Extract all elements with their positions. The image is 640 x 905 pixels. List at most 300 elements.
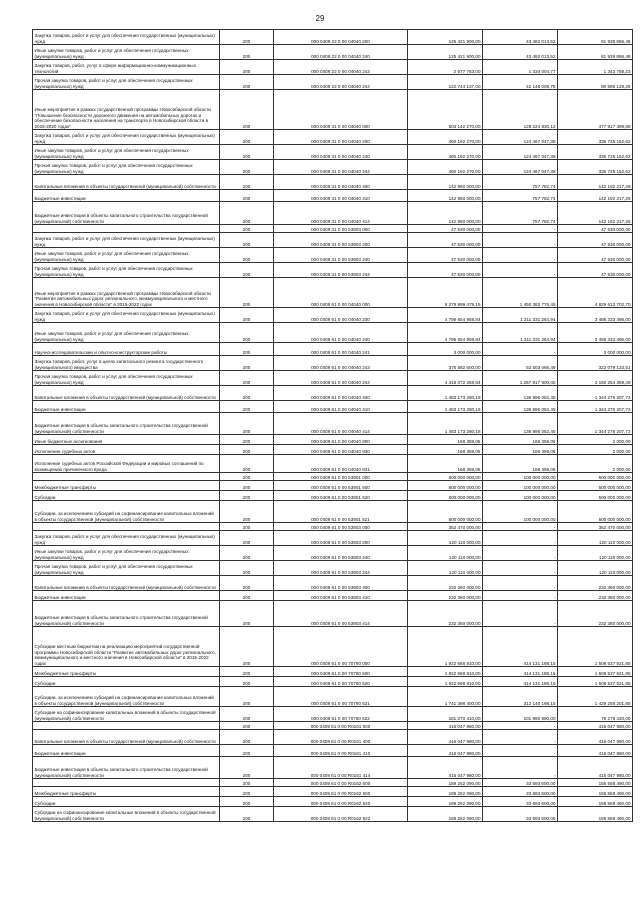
row-classification-code-cell: 000 0409 61 0 00 70760 520 (274, 677, 408, 687)
row-name-cell: Прочая закупка товаров, работ и услуг для обеспечения государственных (муниципальных) нужд (33, 263, 220, 278)
row-remaining-amount-cell: 3 000 000,00 (558, 343, 633, 356)
row-executed-amount-cell: - (483, 263, 558, 278)
row-approved-amount-cell: 460 192 270,00 (408, 160, 483, 175)
row-line-code-cell: 200 (220, 202, 274, 225)
row-name-cell: Прочая закупка товаров, работ и услуг для обеспечения государственных (муниципальных) нужд (33, 371, 220, 386)
row-approved-amount-cell: 232 360 000,00 (408, 591, 483, 601)
row-classification-code-cell: 000 0409 61 0 00 R0161 000 (274, 722, 408, 730)
row-approved-amount-cell: 416 047 980,00 (408, 757, 483, 779)
table-row (33, 30, 633, 45)
row-approved-amount-cell: 600 000 000,00 (408, 501, 483, 523)
row-remaining-amount-cell: 232 360 000,00 (558, 576, 633, 591)
row-classification-code-cell: 000 0409 61 0 00 70760 500 (274, 667, 408, 677)
row-classification-code-cell: 000 0409 61 0 00 04040 200 (274, 308, 408, 323)
row-executed-amount-cell: - (483, 225, 558, 233)
table-row (33, 745, 633, 757)
table-row (33, 481, 633, 491)
table-row (33, 75, 633, 90)
row-classification-code-cell: 000 0409 61 0 00 04040 240 (274, 323, 408, 343)
row-executed-amount-cell: 1 450 382 776,45 (483, 278, 558, 308)
row-executed-amount-cell: - (483, 730, 558, 745)
row-classification-code-cell: 000 0409 61 0 00 R0161 410 (274, 745, 408, 757)
table-row (33, 523, 633, 531)
row-line-code-cell: 200 (220, 473, 274, 481)
row-approved-amount-cell: 4 796 654 959,84 (408, 308, 483, 323)
row-line-code-cell: 200 (220, 722, 274, 730)
page-number: 29 (315, 14, 325, 23)
row-executed-amount-cell: 100 000 000,00 (483, 473, 558, 481)
row-executed-amount-cell: 53 503 466,49 (483, 356, 558, 371)
row-line-code-cell: 200 (220, 797, 274, 807)
table-row (33, 202, 633, 225)
row-remaining-amount-cell: 232 360 000,00 (558, 601, 633, 627)
row-name-cell: Иные закупки товаров, работ и услуг для обеспечения государственных (муниципальных) нужд (33, 45, 220, 60)
row-line-code-cell: 200 (220, 523, 274, 531)
row-approved-amount-cell: 122 744 137,00 (408, 75, 483, 90)
row-classification-code-cell: 000 0409 61 0 00 53901 500 (274, 481, 408, 491)
row-line-code-cell: 200 (220, 779, 274, 787)
row-remaining-amount-cell: 416 047 980,00 (558, 745, 633, 757)
row-executed-amount-cell: 33 693 600,00 (483, 787, 558, 797)
row-executed-amount-cell: - (483, 523, 558, 531)
row-classification-code-cell: 000 0409 22 0 00 04040 240 (274, 45, 408, 60)
row-approved-amount-cell: 189 252 090,00 (408, 787, 483, 797)
row-executed-amount-cell: 100 000 000,00 (483, 501, 558, 523)
row-remaining-amount-cell: 3 160 254 359,49 (558, 371, 633, 386)
table-row (33, 45, 633, 60)
row-line-code-cell: 200 (220, 225, 274, 233)
row-executed-amount-cell: - (483, 248, 558, 263)
table-row (33, 356, 633, 371)
row-executed-amount-cell: 166 359,06 (483, 455, 558, 473)
table-row (33, 501, 633, 523)
row-executed-amount-cell: 100 000 000,00 (483, 481, 558, 491)
row-line-code-cell: 200 (220, 435, 274, 445)
row-name-cell: Бюджетные инвестиции (33, 401, 220, 413)
row-remaining-amount-cell: 142 192 217,26 (558, 190, 633, 202)
row-line-code-cell: 200 (220, 745, 274, 757)
row-name-cell: Иные закупки товаров, работ и услуг для обеспечения государственных (муниципальных) нужд (33, 248, 220, 263)
row-approved-amount-cell: 352 470 000,00 (408, 523, 483, 531)
row-approved-amount-cell: 189 252 090,00 (408, 779, 483, 787)
row-executed-amount-cell: - (483, 343, 558, 356)
table-row (33, 386, 633, 401)
row-executed-amount-cell: 43 482 013,52 (483, 30, 558, 45)
row-remaining-amount-cell: 155 558 490,00 (558, 807, 633, 822)
row-executed-amount-cell: 757 782,74 (483, 175, 558, 190)
table-row (33, 473, 633, 481)
row-remaining-amount-cell: 500 000 000,00 (558, 501, 633, 523)
row-classification-code-cell: 000 0409 61 0 00 04040 410 (274, 401, 408, 413)
row-classification-code-cell: 000 0409 61 0 00 R0162 520 (274, 797, 408, 807)
row-name-cell: Бюджетные инвестиции (33, 591, 220, 601)
row-approved-amount-cell: 47 530 000,00 (408, 263, 483, 278)
row-remaining-amount-cell: 1 344 276 207,73 (558, 413, 633, 435)
row-classification-code-cell: 000 0409 61 0 00 70760 521 (274, 687, 408, 707)
row-remaining-amount-cell: 47 530 000,00 (558, 263, 633, 278)
row-classification-code-cell: 000 0409 61 0 00 04040 831 (274, 455, 408, 473)
table-row (33, 591, 633, 601)
row-executed-amount-cell: 166 359,06 (483, 445, 558, 455)
row-name-cell: Закупка товаров, работ и услуг для обеспечения государственных (муниципальных) нужд (33, 30, 220, 45)
row-classification-code-cell: 000 0409 61 0 00 53903 244 (274, 561, 408, 576)
row-executed-amount-cell: - (483, 591, 558, 601)
row-approved-amount-cell: 416 047 980,00 (408, 745, 483, 757)
row-name-cell: Закупка товаров, работ и услуг для обеспечения государственных (муниципальных) нужд (33, 308, 220, 323)
row-approved-amount-cell: 375 582 600,00 (408, 356, 483, 371)
row-remaining-amount-cell: 155 558 490,00 (558, 787, 633, 797)
row-remaining-amount-cell: 335 725 152,62 (558, 160, 633, 175)
table-row (33, 601, 633, 627)
row-name-cell: Закупка товаров, работ и услуг для обеспечения государственных (муниципальных) нужд (33, 130, 220, 145)
row-approved-amount-cell: 47 530 000,00 (408, 248, 483, 263)
row-classification-code-cell: 000 0409 31 0 00 04040 410 (274, 190, 408, 202)
row-name-cell: Субсидии на софинансирование капитальных вложений в объекты государственной (муниципальной) собственности (33, 807, 220, 822)
row-name-cell: Субсидии на софинансирование капитальных вложений в объекты государственной (муниципальной) собственности (33, 707, 220, 722)
row-remaining-amount-cell: 120 110 000,00 (558, 561, 633, 576)
row-classification-code-cell: 000 0409 61 0 00 70760 522 (274, 707, 408, 722)
row-approved-amount-cell: 125 421 900,00 (408, 45, 483, 60)
row-classification-code-cell: 000 0409 31 0 00 04040 240 (274, 145, 408, 160)
row-executed-amount-cell: 1 334 004,77 (483, 60, 558, 75)
row-remaining-amount-cell: 142 192 217,26 (558, 175, 633, 190)
row-line-code-cell: 200 (220, 591, 274, 601)
row-approved-amount-cell: 47 530 000,00 (408, 233, 483, 248)
row-approved-amount-cell: 600 000 000,00 (408, 473, 483, 481)
row-name-cell (33, 722, 220, 730)
row-classification-code-cell: 000 0409 61 0 00 04040 244 (274, 371, 408, 386)
row-line-code-cell: 200 (220, 130, 274, 145)
table-row (33, 677, 633, 687)
row-approved-amount-cell: 1 483 173 280,18 (408, 386, 483, 401)
row-name-cell: Субсидии (33, 491, 220, 501)
row-approved-amount-cell: 168 359,06 (408, 445, 483, 455)
row-remaining-amount-cell: 416 047 980,00 (558, 722, 633, 730)
row-line-code-cell: 200 (220, 371, 274, 386)
row-approved-amount-cell: 142 950 000,00 (408, 190, 483, 202)
row-classification-code-cell: 000 0409 61 0 00 04040 800 (274, 435, 408, 445)
row-line-code-cell: 200 (220, 401, 274, 413)
row-approved-amount-cell: 460 192 270,00 (408, 145, 483, 160)
row-executed-amount-cell: 1 311 331 264,94 (483, 323, 558, 343)
row-executed-amount-cell: 33 693 600,00 (483, 797, 558, 807)
row-remaining-amount-cell: 155 558 490,00 (558, 797, 633, 807)
row-classification-code-cell: 000 0409 31 0 00 53903 244 (274, 263, 408, 278)
table-row (33, 576, 633, 591)
row-name-cell: Иные закупки товаров, работ и услуг для обеспечения государственных (муниципальных) нужд (33, 145, 220, 160)
row-executed-amount-cell: 124 467 047,38 (483, 160, 558, 175)
table-row (33, 435, 633, 445)
row-classification-code-cell: 000 0409 61 0 00 04040 830 (274, 445, 408, 455)
row-remaining-amount-cell: 500 000 000,00 (558, 473, 633, 481)
row-executed-amount-cell: 138 896 052,45 (483, 413, 558, 435)
row-classification-code-cell: 000 0409 61 0 00 53901 000 (274, 473, 408, 481)
row-line-code-cell: 200 (220, 278, 274, 308)
row-line-code-cell: 200 (220, 501, 274, 523)
row-approved-amount-cell: 600 000 000,00 (408, 491, 483, 501)
row-classification-code-cell: 000 0409 22 0 00 04040 200 (274, 30, 408, 45)
row-approved-amount-cell: 2 677 763,00 (408, 60, 483, 75)
row-approved-amount-cell: 1 483 173 280,18 (408, 413, 483, 435)
row-remaining-amount-cell: 1 344 276 207,73 (558, 386, 633, 401)
row-line-code-cell: 200 (220, 356, 274, 371)
table-row (33, 130, 633, 145)
row-executed-amount-cell: 43 482 013,52 (483, 45, 558, 60)
table-row (33, 779, 633, 787)
row-approved-amount-cell: 503 142 270,00 (408, 90, 483, 130)
row-name-cell: Субсидии, за исключением субсидий на софинансирование капитальных вложений в объекты государственной (муниципальной) собственности (33, 501, 220, 523)
row-executed-amount-cell: 100 000 000,00 (483, 491, 558, 501)
row-classification-code-cell: 000 0409 61 0 00 04040 241 (274, 343, 408, 356)
table-row (33, 797, 633, 807)
row-executed-amount-cell: 42 148 008,75 (483, 75, 558, 90)
row-remaining-amount-cell: 81 939 886,48 (558, 45, 633, 60)
table-row (33, 371, 633, 386)
row-line-code-cell: 200 (220, 323, 274, 343)
row-name-cell: Бюджетные инвестиции в объекты капитального строительства государственной (муниципальной) собственности (33, 413, 220, 435)
table-row (33, 413, 633, 435)
row-name-cell: Закупка товаров, работ и услуг для обеспечения государственных (муниципальных) нужд (33, 531, 220, 546)
row-remaining-amount-cell: 120 110 000,00 (558, 546, 633, 561)
row-approved-amount-cell: 181 270 410,00 (408, 707, 483, 722)
table-row (33, 248, 633, 263)
table-row (33, 308, 633, 323)
row-name-cell: Капитальные вложения в объекты государственной (муниципальной) собственности (33, 576, 220, 591)
row-line-code-cell: 200 (220, 160, 274, 175)
table-row (33, 233, 633, 248)
row-name-cell: Бюджетные инвестиции в объекты капитального строительства государственной (муниципальной) собственности (33, 202, 220, 225)
row-approved-amount-cell: 120 110 000,00 (408, 531, 483, 546)
table-row (33, 175, 633, 190)
row-line-code-cell: 200 (220, 730, 274, 745)
row-remaining-amount-cell: 47 530 000,00 (558, 225, 633, 233)
row-approved-amount-cell: 168 359,06 (408, 435, 483, 445)
row-remaining-amount-cell: 3 485 333 495,00 (558, 308, 633, 323)
table-row (33, 401, 633, 413)
row-executed-amount-cell: - (483, 745, 558, 757)
row-executed-amount-cell: - (483, 561, 558, 576)
row-line-code-cell: 200 (220, 561, 274, 576)
row-line-code-cell: 200 (220, 687, 274, 707)
row-classification-code-cell: 000 0409 31 0 00 04040 200 (274, 130, 408, 145)
row-line-code-cell: 200 (220, 75, 274, 90)
row-classification-code-cell: 000 0409 31 0 00 04040 400 (274, 175, 408, 190)
row-name-cell: Межбюджетные трансферты (33, 667, 220, 677)
row-classification-code-cell: 000 0409 61 0 00 R0162 500 (274, 787, 408, 797)
row-line-code-cell: 200 (220, 190, 274, 202)
row-name-cell: Бюджетные инвестиции (33, 745, 220, 757)
row-executed-amount-cell: 757 782,74 (483, 190, 558, 202)
table-row (33, 807, 633, 822)
row-approved-amount-cell: 416 047 980,00 (408, 722, 483, 730)
row-classification-code-cell: 000 0409 31 0 00 04040 244 (274, 160, 408, 175)
row-executed-amount-cell: 312 140 198,15 (483, 687, 558, 707)
table-row (33, 90, 633, 130)
row-classification-code-cell: 000 0409 61 0 00 04040 400 (274, 386, 408, 401)
row-line-code-cell: 200 (220, 233, 274, 248)
row-approved-amount-cell: 142 950 000,00 (408, 202, 483, 225)
row-classification-code-cell: 000 0409 61 0 00 53903 410 (274, 591, 408, 601)
row-name-cell: Прочая закупка товаров, работ и услуг для обеспечения государственных (муниципальных) нужд (33, 160, 220, 175)
row-approved-amount-cell: 6 279 999 479,15 (408, 278, 483, 308)
row-executed-amount-cell: - (483, 531, 558, 546)
row-classification-code-cell: 000 0409 31 0 00 53903 240 (274, 248, 408, 263)
row-name-cell: Научно-исследовательские и опытно-конструкторские работы (33, 343, 220, 356)
table-row (33, 343, 633, 356)
row-line-code-cell: 200 (220, 627, 274, 667)
row-name-cell: Исполнение судебных актов (33, 445, 220, 455)
row-line-code-cell: 200 (220, 386, 274, 401)
row-name-cell: Закупка товаров, работ и услуг для обеспечения государственных (муниципальных) нужд (33, 233, 220, 248)
row-line-code-cell: 200 (220, 308, 274, 323)
row-line-code-cell: 200 (220, 445, 274, 455)
row-classification-code-cell: 000 0409 61 0 00 53903 240 (274, 546, 408, 561)
row-executed-amount-cell: 1 257 817 900,45 (483, 371, 558, 386)
table-row (33, 561, 633, 576)
row-executed-amount-cell: 1 311 331 264,94 (483, 308, 558, 323)
row-line-code-cell: 200 (220, 60, 274, 75)
row-line-code-cell: 200 (220, 343, 274, 356)
row-remaining-amount-cell: 120 110 000,00 (558, 531, 633, 546)
row-line-code-cell: 200 (220, 491, 274, 501)
row-remaining-amount-cell: 1 508 537 621,85 (558, 677, 633, 687)
row-name-cell: Субсидии (33, 797, 220, 807)
table-row (33, 445, 633, 455)
row-remaining-amount-cell: 80 596 128,25 (558, 75, 633, 90)
row-classification-code-cell: 000 0409 61 0 00 R0161 414 (274, 757, 408, 779)
row-remaining-amount-cell: 232 360 000,00 (558, 591, 633, 601)
budget-table-body (33, 30, 633, 822)
row-name-cell: Субсидии местным бюджетам на реализацию мероприятий государственной программы Новосибирской области "Развитие автомобильных дорог регионального, межмуниципального и местного значения в Новосибирской области" в 2015-2022 годах (33, 627, 220, 667)
row-remaining-amount-cell: 416 047 980,00 (558, 757, 633, 779)
row-approved-amount-cell: 4 796 654 959,84 (408, 323, 483, 343)
table-row (33, 687, 633, 707)
table-row (33, 455, 633, 473)
row-executed-amount-cell: 166 359,06 (483, 435, 558, 445)
row-executed-amount-cell: - (483, 233, 558, 248)
row-classification-code-cell: 000 0409 61 0 00 R0162 000 (274, 779, 408, 787)
table-row (33, 757, 633, 779)
table-row (33, 145, 633, 160)
row-name-cell: Субсидии, за исключением субсидий на софинансирование капитальных вложений в объекты государственной (муниципальной) собственности (33, 687, 220, 707)
row-remaining-amount-cell: 1 508 537 621,85 (558, 667, 633, 677)
row-line-code-cell: 200 (220, 30, 274, 45)
row-line-code-cell: 200 (220, 707, 274, 722)
row-name-cell (33, 523, 220, 531)
row-remaining-amount-cell: 47 530 000,00 (558, 233, 633, 248)
row-name-cell (33, 225, 220, 233)
table-row (33, 60, 633, 75)
row-approved-amount-cell: 600 000 000,00 (408, 481, 483, 491)
row-line-code-cell: 200 (220, 757, 274, 779)
row-name-cell: Иные мероприятия в рамках государственной программы Новосибирской области "Повышение безопасности дорожного движения на автомобильных дорогах и обеспечение безопасности населения на транспорте в Новосибирской области в 2015-2020 годах" (33, 90, 220, 130)
row-approved-amount-cell: 232 360 000,00 (408, 576, 483, 591)
row-line-code-cell: 200 (220, 807, 274, 822)
row-remaining-amount-cell: 1 508 537 621,85 (558, 627, 633, 667)
row-name-cell: Исполнение судебных актов Российской Федерации и мировых соглашений по возмещению причиненного вреда (33, 455, 220, 473)
table-row (33, 190, 633, 202)
row-line-code-cell: 200 (220, 601, 274, 627)
row-name-cell (33, 473, 220, 481)
row-name-cell: Закупка товаров, работ, услуг в сфере информационно-коммуникационных технологий (33, 60, 220, 75)
row-executed-amount-cell: 414 131 188,15 (483, 677, 558, 687)
row-executed-amount-cell: 414 131 188,15 (483, 667, 558, 677)
row-remaining-amount-cell: 2 000,00 (558, 445, 633, 455)
row-remaining-amount-cell: 1 343 758,23 (558, 60, 633, 75)
row-approved-amount-cell: 1 922 668 810,00 (408, 667, 483, 677)
row-name-cell: Иные закупки товаров, работ и услуг для обеспечения государственных (муниципальных) нужд (33, 323, 220, 343)
row-remaining-amount-cell: 335 725 152,62 (558, 145, 633, 160)
row-approved-amount-cell: 4 418 072 259,84 (408, 371, 483, 386)
row-remaining-amount-cell: 416 047 980,00 (558, 730, 633, 745)
row-executed-amount-cell: 101 990 990,00 (483, 707, 558, 722)
row-approved-amount-cell: 416 047 980,00 (408, 730, 483, 745)
row-classification-code-cell: 000 0409 31 0 00 04040 414 (274, 202, 408, 225)
table-row (33, 323, 633, 343)
row-line-code-cell: 200 (220, 45, 274, 60)
row-classification-code-cell: 000 0409 61 0 00 53903 000 (274, 523, 408, 531)
row-classification-code-cell: 000 0409 31 0 00 04040 000 (274, 90, 408, 130)
row-executed-amount-cell: - (483, 757, 558, 779)
row-classification-code-cell: 000 0409 31 0 00 53903 000 (274, 225, 408, 233)
row-remaining-amount-cell: 3 485 333 495,00 (558, 323, 633, 343)
row-classification-code-cell: 000 0409 61 0 00 70760 000 (274, 627, 408, 667)
row-classification-code-cell: 000 0409 22 0 00 04040 244 (274, 75, 408, 90)
row-classification-code-cell: 000 0409 61 0 00 53901 521 (274, 501, 408, 523)
row-approved-amount-cell: 189 252 090,00 (408, 797, 483, 807)
row-classification-code-cell: 000 0409 61 0 00 04040 243 (274, 356, 408, 371)
row-executed-amount-cell: 124 467 047,38 (483, 145, 558, 160)
row-line-code-cell: 200 (220, 576, 274, 591)
row-name-cell: Иные закупки товаров, работ и услуг для обеспечения государственных (муниципальных) нужд (33, 546, 220, 561)
row-name-cell: Прочая закупка товаров, работ и услуг для обеспечения государственных (муниципальных) нужд (33, 561, 220, 576)
row-classification-code-cell: 000 0409 31 0 00 53903 200 (274, 233, 408, 248)
row-name-cell: Бюджетные инвестиции (33, 190, 220, 202)
row-approved-amount-cell: 47 530 000,00 (408, 225, 483, 233)
row-classification-code-cell: 000 0409 61 0 00 53903 200 (274, 531, 408, 546)
row-remaining-amount-cell: 352 470 000,00 (558, 523, 633, 531)
row-classification-code-cell: 000 0409 22 0 00 04040 242 (274, 60, 408, 75)
row-classification-code-cell: 000 0409 61 0 00 53901 520 (274, 491, 408, 501)
row-line-code-cell: 200 (220, 787, 274, 797)
row-executed-amount-cell: - (483, 546, 558, 561)
row-executed-amount-cell: 33 693 600,00 (483, 779, 558, 787)
row-name-cell: Капитальные вложения в объекты государственной (муниципальной) собственности (33, 175, 220, 190)
budget-table (32, 29, 633, 822)
row-remaining-amount-cell: 81 939 886,48 (558, 30, 633, 45)
row-name-cell: Субсидии (33, 677, 220, 687)
row-approved-amount-cell: 120 110 000,00 (408, 546, 483, 561)
row-classification-code-cell: 000 0409 61 0 00 53903 414 (274, 601, 408, 627)
row-remaining-amount-cell: 322 079 133,51 (558, 356, 633, 371)
row-line-code-cell: 200 (220, 677, 274, 687)
row-executed-amount-cell: 757 782,74 (483, 202, 558, 225)
row-executed-amount-cell: 33 693 600,00 (483, 807, 558, 822)
row-remaining-amount-cell: 142 192 217,26 (558, 202, 633, 225)
row-remaining-amount-cell: 79 279 420,00 (558, 707, 633, 722)
row-remaining-amount-cell: 500 000 000,00 (558, 491, 633, 501)
row-name-cell: Прочая закупка товаров, работ и услуг для обеспечения государственных (муниципальных) нужд (33, 75, 220, 90)
row-executed-amount-cell: 124 467 047,38 (483, 130, 558, 145)
row-name-cell: Межбюджетные трансферты (33, 481, 220, 491)
table-row (33, 278, 633, 308)
row-line-code-cell: 200 (220, 546, 274, 561)
row-remaining-amount-cell: 4 829 613 702,70 (558, 278, 633, 308)
row-approved-amount-cell: 189 252 090,00 (408, 807, 483, 822)
row-classification-code-cell: 000 0409 61 0 00 04040 000 (274, 278, 408, 308)
row-classification-code-cell: 000 0409 61 0 00 04040 414 (274, 413, 408, 435)
row-name-cell: Закупка товаров, работ, услуг в целях капитального ремонта государственного (муниципального) имущества (33, 356, 220, 371)
